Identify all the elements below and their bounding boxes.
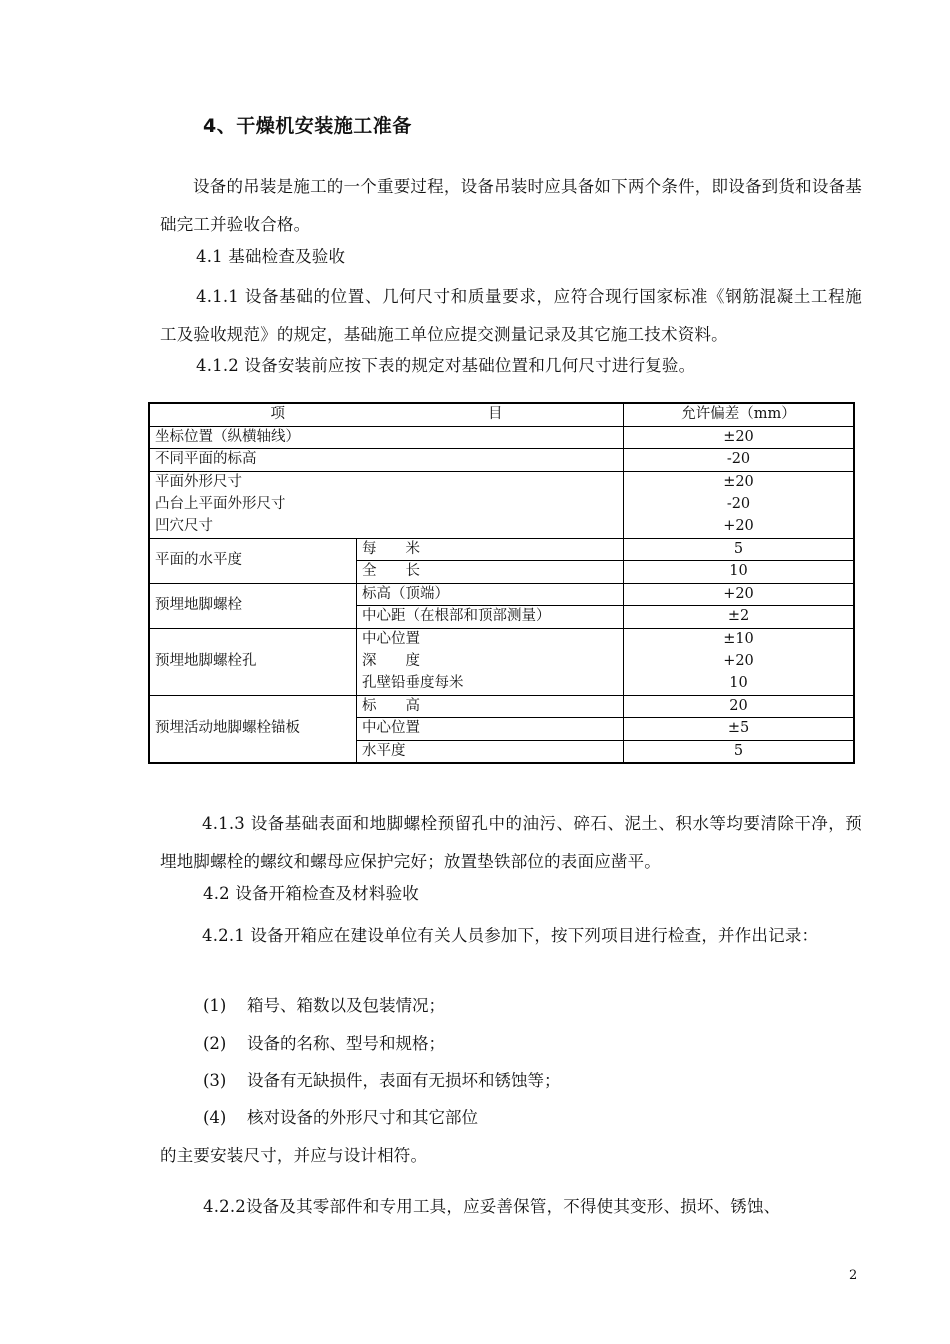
list-item-number: (2)	[203, 1034, 227, 1053]
item-cell: 不同平面的标高	[149, 449, 624, 472]
group-name-cell: 预埋地脚螺栓孔	[149, 628, 357, 695]
item-line: 凹穴尺寸	[155, 517, 213, 534]
table-row	[149, 583, 854, 606]
page-number: 2	[849, 1268, 858, 1283]
table-header-row	[149, 403, 854, 426]
tolerance-cell: -20	[624, 449, 855, 472]
tolerance-cell: 5	[624, 538, 855, 561]
sub-item-line: 孔壁铅垂度每米	[362, 674, 464, 691]
table-row	[149, 426, 854, 449]
tolerance-table	[148, 402, 855, 764]
sub-item-cell: 标 高	[357, 695, 624, 718]
list-item-number: (3)	[203, 1071, 227, 1090]
paragraph-4-2-1: 4.2.1 设备开箱应在建设单位有关人员参加下，按下列项目进行检查，并作出记录：	[202, 926, 819, 945]
tolerance-cell: 5	[624, 740, 855, 763]
paragraph-4-2-2: 4.2.2设备及其零部件和专用工具，应妥善保管，不得使其变形、损坏、锈蚀、	[203, 1197, 781, 1216]
sub-item-cell: 全 长	[357, 561, 624, 584]
sub-item-cell: 标高（顶端）	[357, 583, 624, 606]
tolerance-cell: 20	[624, 695, 855, 718]
paragraph-4-1-3: 4.1.3 设备基础表面和地脚螺栓预留孔中的油污、碎石、泥土、积水等均要清除干净，预埋地脚螺栓的螺纹和螺母应保护完好；放置垫铁部位的表面应凿平。	[160, 814, 862, 871]
list-item-text: 核对设备的外形尺寸和其它部位	[247, 1108, 478, 1127]
table-row	[149, 628, 854, 695]
tolerance-cell-multiline	[624, 471, 855, 538]
header-item-cell: 项 目	[149, 403, 624, 426]
tolerance-cell: ±2	[624, 606, 855, 629]
paragraph-4-1-1: 4.1.1 设备基础的位置、几何尺寸和质量要求，应符合现行国家标准《钢筋混凝土工程施工及验收规范》的规定，基础施工单位应提交测量记录及其它施工技术资料。	[160, 287, 862, 344]
table-row	[149, 695, 854, 718]
tolerance-line: 10	[729, 674, 748, 691]
list-item	[203, 1030, 445, 1054]
sub-item-cell: 水平度	[357, 740, 624, 763]
list-item-number: (1)	[203, 996, 227, 1015]
sub-item-line: 中心位置	[362, 630, 420, 647]
tolerance-cell-multiline	[624, 628, 855, 695]
tolerance-cell: ±20	[624, 426, 855, 449]
group-name-cell: 预埋活动地脚螺栓锚板	[149, 695, 357, 763]
tolerance-line: ±10	[723, 630, 754, 647]
sub-item-line: 深 度	[362, 652, 420, 669]
section-4-2-title: 4.2 设备开箱检查及材料验收	[203, 884, 419, 903]
tolerance-line: +20	[723, 517, 754, 534]
tolerance-line: +20	[723, 652, 754, 669]
list-item	[203, 1104, 478, 1128]
sub-item-cell: 每 米	[357, 538, 624, 561]
table-row	[149, 538, 854, 561]
tolerance-cell: 10	[624, 561, 855, 584]
tolerance-cell: +20	[624, 583, 855, 606]
paragraph-4-1-2: 4.1.2 设备安装前应按下表的规定对基础位置和几何尺寸进行复验。	[196, 356, 696, 375]
list-item-text: 箱号、箱数以及包装情况；	[247, 996, 445, 1015]
item-line: 凸台上平面外形尺寸	[155, 495, 286, 512]
list-item-text: 设备的名称、型号和规格；	[247, 1034, 445, 1053]
list-item	[203, 992, 445, 1016]
list-item	[203, 1067, 561, 1091]
list-item-number: (4)	[203, 1108, 227, 1127]
header-tolerance-cell: 允许偏差（mm）	[624, 403, 855, 426]
group-name-cell: 预埋地脚螺栓	[149, 583, 357, 628]
item-cell-multiline	[149, 471, 624, 538]
tolerance-line: ±20	[723, 473, 754, 490]
table-row	[149, 449, 854, 472]
sub-item-cell-multiline	[357, 628, 624, 695]
list-item-text: 设备有无缺损件，表面有无损坏和锈蚀等；	[247, 1071, 561, 1090]
section-4-1-title: 4.1 基础检查及验收	[196, 247, 346, 266]
group-name-cell: 平面的水平度	[149, 538, 357, 583]
item-line: 平面外形尺寸	[155, 473, 242, 490]
tolerance-line: -20	[726, 495, 751, 512]
item-cell: 坐标位置（纵横轴线）	[149, 426, 624, 449]
section-heading: 4、干燥机安装施工准备	[203, 115, 412, 137]
intro-paragraph: 设备的吊装是施工的一个重要过程，设备吊装时应具备如下两个条件，即设备到货和设备基础完工并验收合格。	[160, 177, 862, 234]
list-continuation: 的主要安装尺寸，并应与设计相符。	[160, 1146, 428, 1165]
sub-item-cell: 中心距（在根部和顶部测量）	[357, 606, 624, 629]
sub-item-cell: 中心位置	[357, 718, 624, 741]
table-row	[149, 471, 854, 538]
tolerance-cell: ±5	[624, 718, 855, 741]
